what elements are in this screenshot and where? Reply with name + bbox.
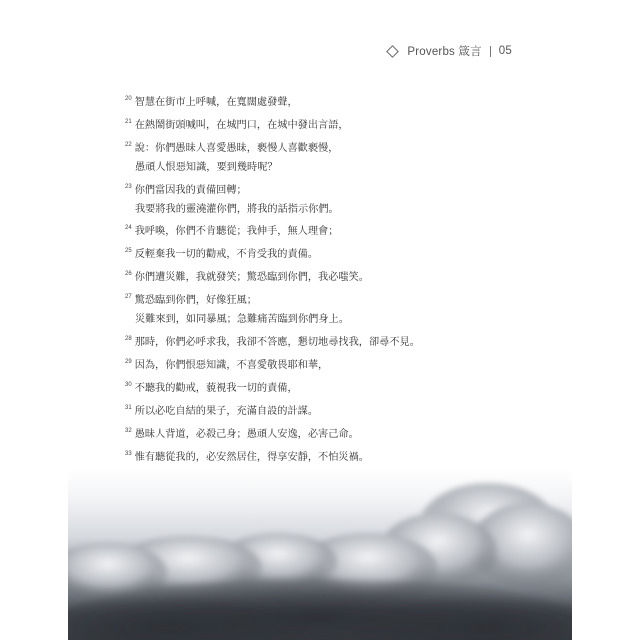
verse-line (125, 113, 525, 136)
verse-line (125, 445, 525, 468)
verse-line (125, 201, 525, 220)
verse-number: 32 (125, 427, 132, 434)
verse-text: 愚頑人恨惡知識，要到幾時呢？ (135, 161, 278, 173)
verse-text: 災難來到，如同暴風；急難痛苦臨到你們身上。 (135, 314, 349, 326)
storm-clouds-image (68, 468, 572, 640)
verse-text: 惟有聽從我的，必安然居住，得享安靜，不怕災禍。 (134, 451, 369, 463)
verse-line (125, 311, 525, 330)
verse-text: 不聽我的勸戒，藐視我一切的責備， (134, 382, 298, 394)
verse-text: 在熱鬧街頭喊叫，在城門口，在城中發出言語， (134, 119, 349, 131)
cloud-illustration (68, 468, 572, 640)
verse-line (125, 178, 525, 201)
verse-line (125, 219, 525, 242)
verse-number: 28 (125, 335, 132, 342)
verse-text: 我要將我的靈澆灌你們，將我的話指示你們。 (135, 203, 339, 215)
header-divider (490, 46, 491, 57)
verse-number: 27 (125, 294, 132, 301)
verse-line (125, 399, 525, 422)
verse-line (125, 330, 525, 353)
verse-text: 你們當因我的責備回轉； (134, 184, 247, 196)
verse-number: 23 (125, 183, 132, 190)
verse-text: 所以必吃自結的果子，充滿自設的計謀。 (134, 405, 319, 417)
diamond-icon (387, 45, 400, 58)
verse-text: 愚昧人背道，必殺己身；愚頑人安逸，必害己命。 (134, 428, 359, 440)
verse-line (125, 288, 525, 311)
verse-number: 25 (125, 248, 132, 255)
verse-line (125, 353, 525, 376)
verse-text: 那時，你們必呼求我，我卻不答應，懇切地尋找我，卻尋不見。 (134, 336, 420, 348)
verse-line (125, 90, 525, 113)
verse-line (125, 422, 525, 445)
verse-line (125, 159, 525, 178)
verse-line (125, 265, 525, 288)
verse-text: 因為，你們恨惡知識，不喜愛敬畏耶和華， (134, 359, 329, 371)
verse-text: 我呼喚，你們不肯聽從；我伸手，無人理會； (134, 226, 339, 238)
verse-number: 20 (125, 96, 132, 102)
verse-text: 智慧在街市上呼喊，在寬闊處發聲， (134, 97, 298, 108)
verse-number: 26 (125, 271, 132, 278)
verse-text: 反輕棄我一切的勸戒，不肯受我的責備。 (134, 249, 319, 261)
verse-number: 29 (125, 358, 132, 365)
verse-number: 22 (125, 141, 132, 148)
verse-line (125, 136, 525, 159)
book-title: Proverbs 箴言 (407, 46, 482, 58)
verse-number: 24 (125, 225, 132, 232)
running-header (388, 43, 512, 59)
verse-line (125, 376, 525, 399)
verse-text: 你們遭災難，我就發笑；驚恐臨到你們，我必嗤笑。 (134, 272, 369, 284)
verse-number: 31 (125, 404, 132, 411)
verse-line (125, 242, 525, 265)
verse-number: 30 (125, 381, 132, 388)
verse-number: 33 (125, 450, 132, 457)
verse-block (125, 90, 525, 467)
verse-number: 21 (125, 118, 132, 125)
page-number: 05 (498, 45, 512, 57)
verse-text: 說：你們愚昧人喜愛愚昧，褻慢人喜歡褻慢， (134, 142, 339, 154)
verse-text: 驚恐臨到你們，好像狂風； (134, 295, 257, 307)
